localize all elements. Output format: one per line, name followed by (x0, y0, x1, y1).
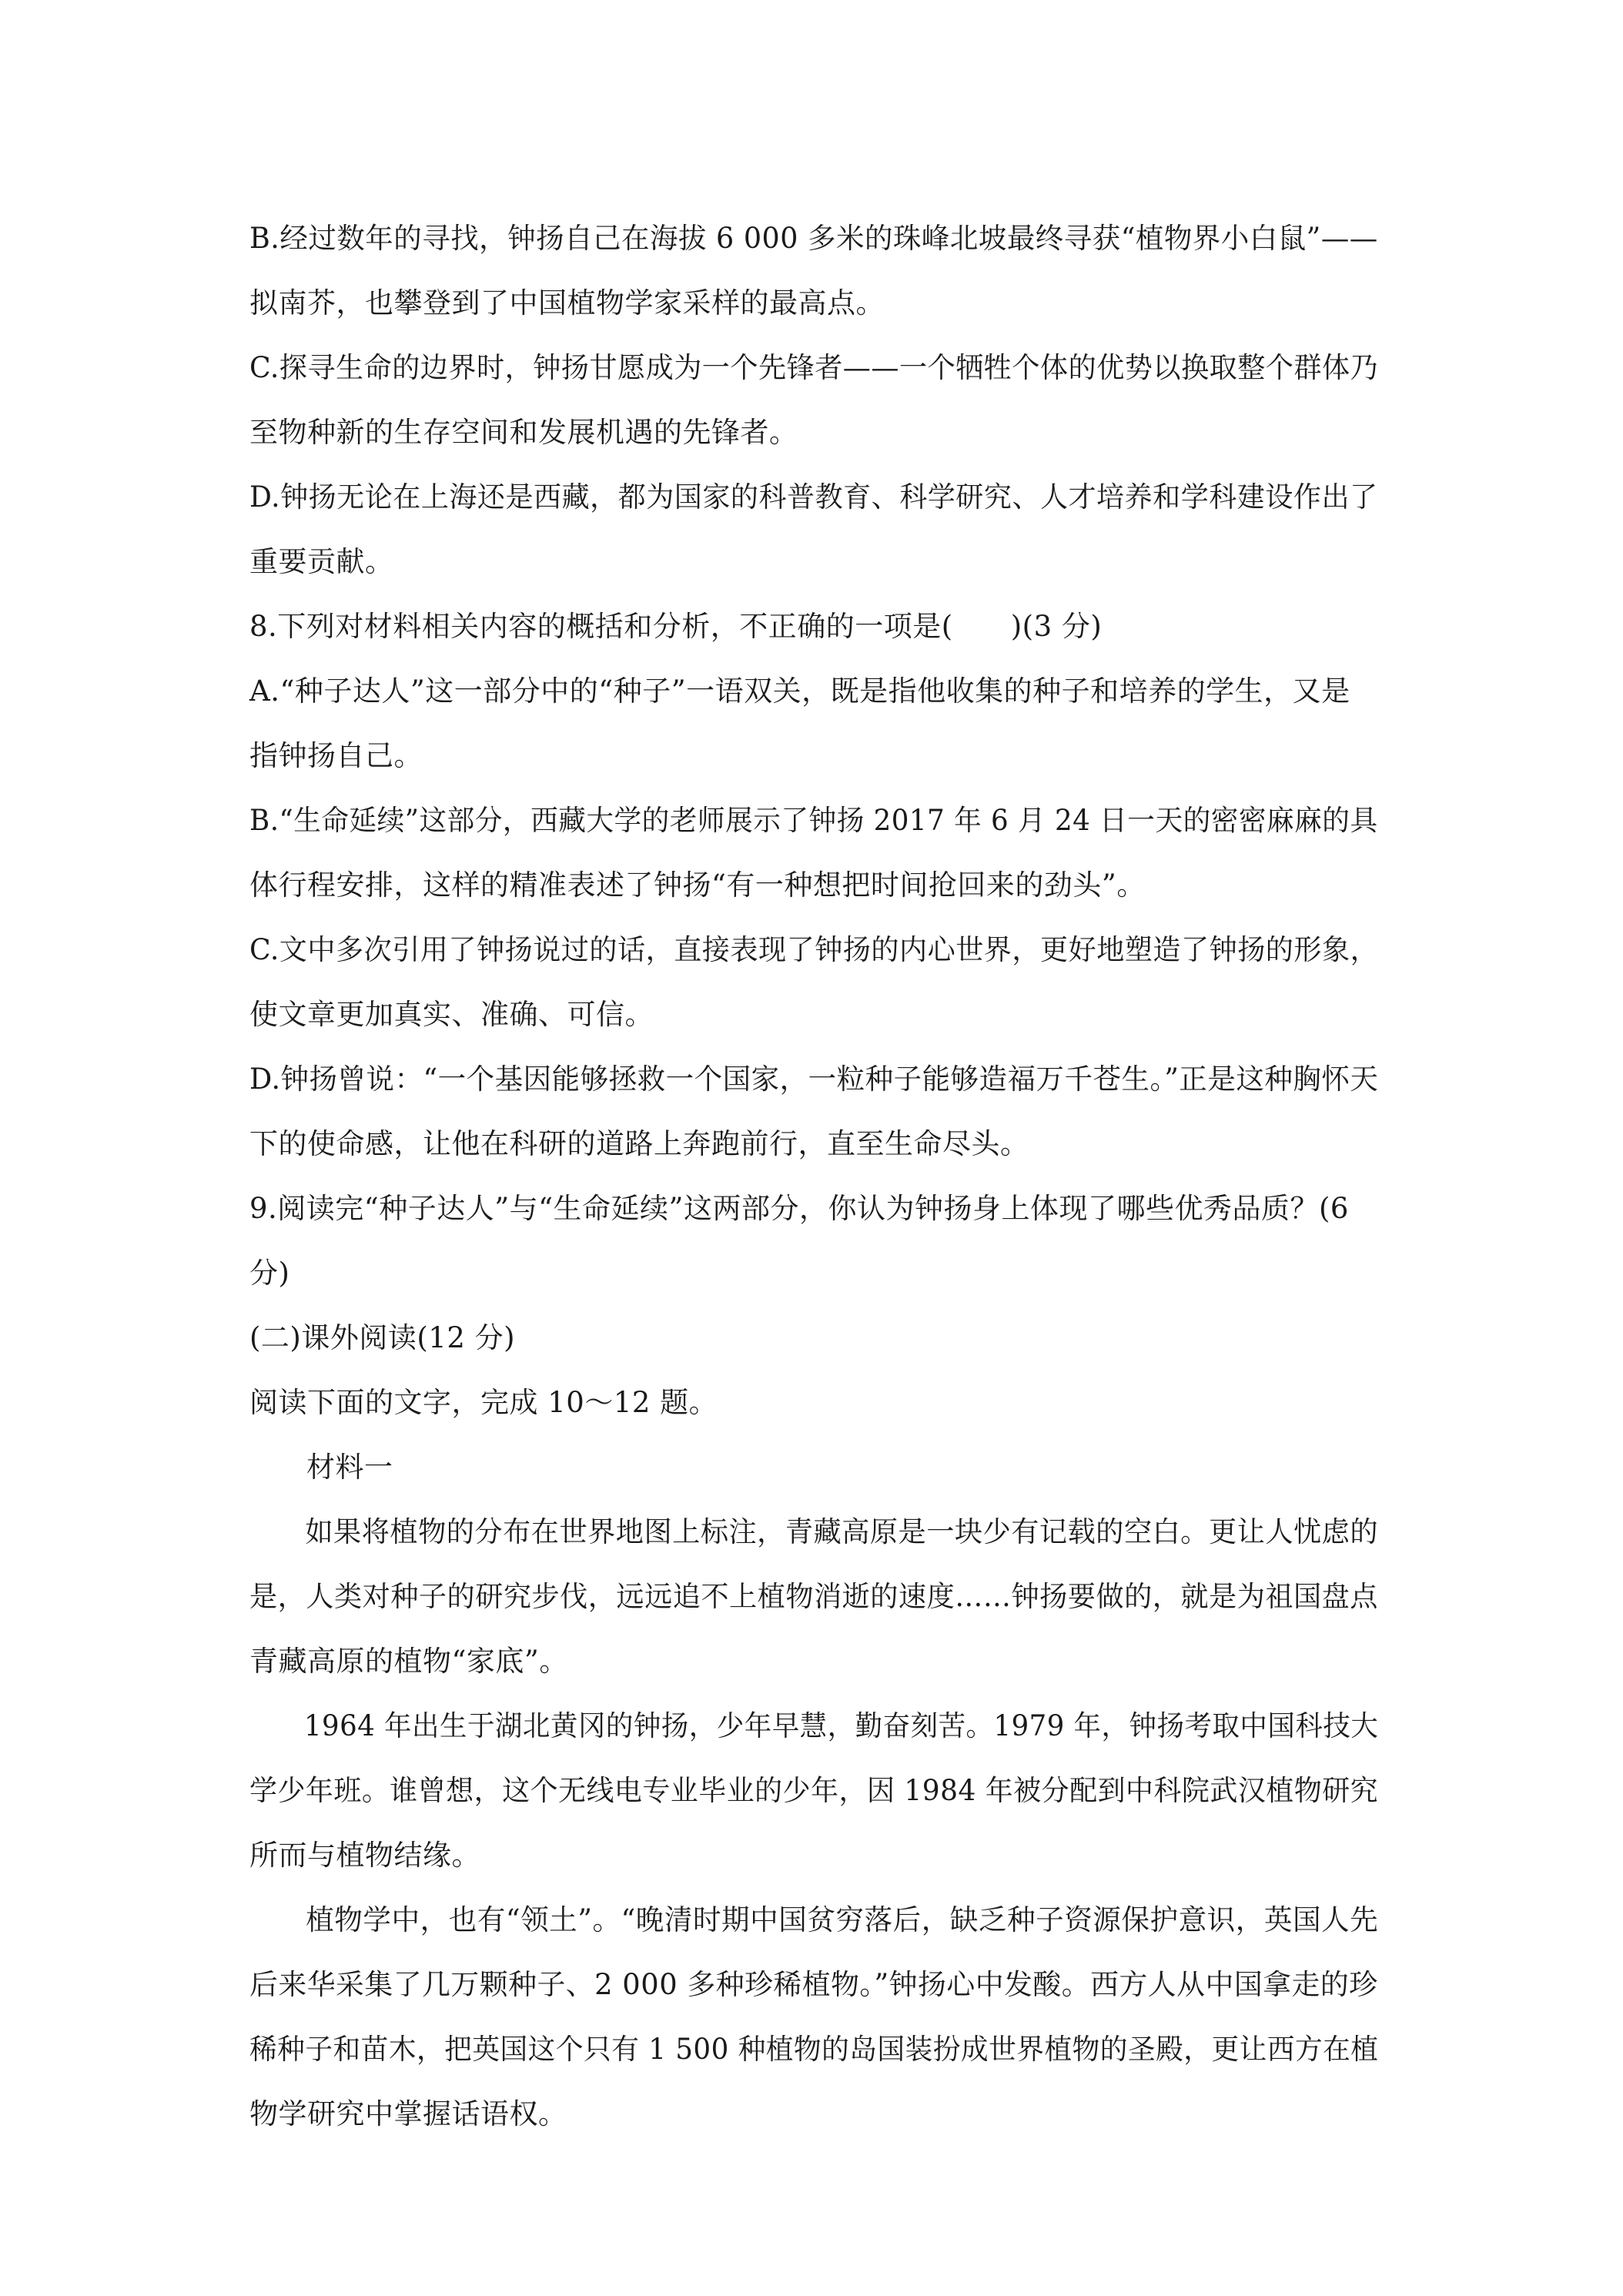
text-line: D.钟扬曾说：“一个基因能够拯救一个国家，一粒种子能够造福万千苍生。”正是这种胸怀天 (249, 1063, 1379, 1096)
text-line: A.“种子达人”这一部分中的“种子”一语双关，既是指他收集的种子和培养的学生，又是 (249, 674, 1350, 708)
text-line: 1964 年出生于湖北黄冈的钟扬，少年早慧，勤奋刻苦。1979 年，钟扬考取中国科技大 (303, 1709, 1379, 1742)
text-line: 所而与植物结缘。 (249, 1839, 480, 1872)
text-line: D.钟扬无论在上海还是西藏，都为国家的科普教育、科学研究、人才培养和学科建设作出了 (249, 480, 1378, 514)
text-line: 学少年班。谁曾想，这个无线电专业毕业的少年，因 1984 年被分配到中科院武汉植物研究 (249, 1774, 1379, 1807)
text-line: 物学研究中掌握话语权。 (249, 2097, 567, 2130)
text-line: 稀种子和苗木，把英国这个只有 1 500 种植物的岛国装扮成世界植物的圣殿，更让西方在植 (249, 2033, 1379, 2066)
text-line: 是，人类对种子的研究步伐，远远追不上植物消逝的速度……钟扬要做的，就是为祖国盘点 (249, 1580, 1378, 1613)
text-line: 9.阅读完“种子达人”与“生命延续”这两部分，你认为钟扬身上体现了哪些优秀品质？(6 (249, 1192, 1349, 1225)
text-line: 下的使命感，让他在科研的道路上奔跑前行，直至生命尽头。 (249, 1127, 1029, 1160)
text-line: 阅读下面的文字，完成 10～12 题。 (249, 1386, 718, 1419)
text-line: 体行程安排，这样的精准表述了钟扬“有一种想把时间抢回来的劲头”。 (249, 869, 1146, 902)
text-line: 使文章更加真实、准确、可信。 (249, 998, 654, 1031)
text-line: B.“生命延续”这部分，西藏大学的老师展示了钟扬 2017 年 6 月 24 日一天的密密麻麻的具 (249, 804, 1378, 837)
text-line: 材料一 (306, 1451, 393, 1484)
text-line: 至物种新的生存空间和发展机遇的先锋者。 (249, 416, 798, 449)
text-line: 后来华采集了几万颗种子、2 000 多种珍稀植物。”钟扬心中发酸。西方人从中国拿走的珍 (249, 1968, 1378, 2001)
text-line: 8.下列对材料相关内容的概括和分析，不正确的一项是( )(3 分) (249, 610, 1103, 643)
text-line: 植物学中，也有“领土”。“晚清时期中国贫穷落后，缺乏种子资源保护意识，英国人先 (306, 1903, 1379, 1936)
text-line: 如果将植物的分布在世界地图上标注，青藏高原是一块少有记载的空白。更让人忧虑的 (305, 1515, 1379, 1548)
text-line: C.文中多次引用了钟扬说过的话，直接表现了钟扬的内心世界，更好地塑造了钟扬的形象， (249, 933, 1379, 966)
text-line: C.探寻生命的边界时，钟扬甘愿成为一个先锋者——一个牺牲个体的优势以换取整个群体乃 (249, 351, 1379, 384)
text-line: 分) (249, 1257, 290, 1290)
text-line: 拟南芥，也攀登到了中国植物学家采样的最高点。 (249, 286, 885, 320)
text-line: B.经过数年的寻找，钟扬自己在海拔 6 000 多米的珠峰北坡最终寻获“植物界小白鼠”—— (249, 222, 1378, 255)
text-line: 重要贡献。 (249, 545, 394, 578)
document-body (249, 206, 1378, 2147)
text-line: 指钟扬自己。 (249, 739, 423, 772)
text-line: (二)课外阅读(12 分) (249, 1321, 516, 1354)
text-line: 青藏高原的植物“家底”。 (249, 1645, 568, 1678)
